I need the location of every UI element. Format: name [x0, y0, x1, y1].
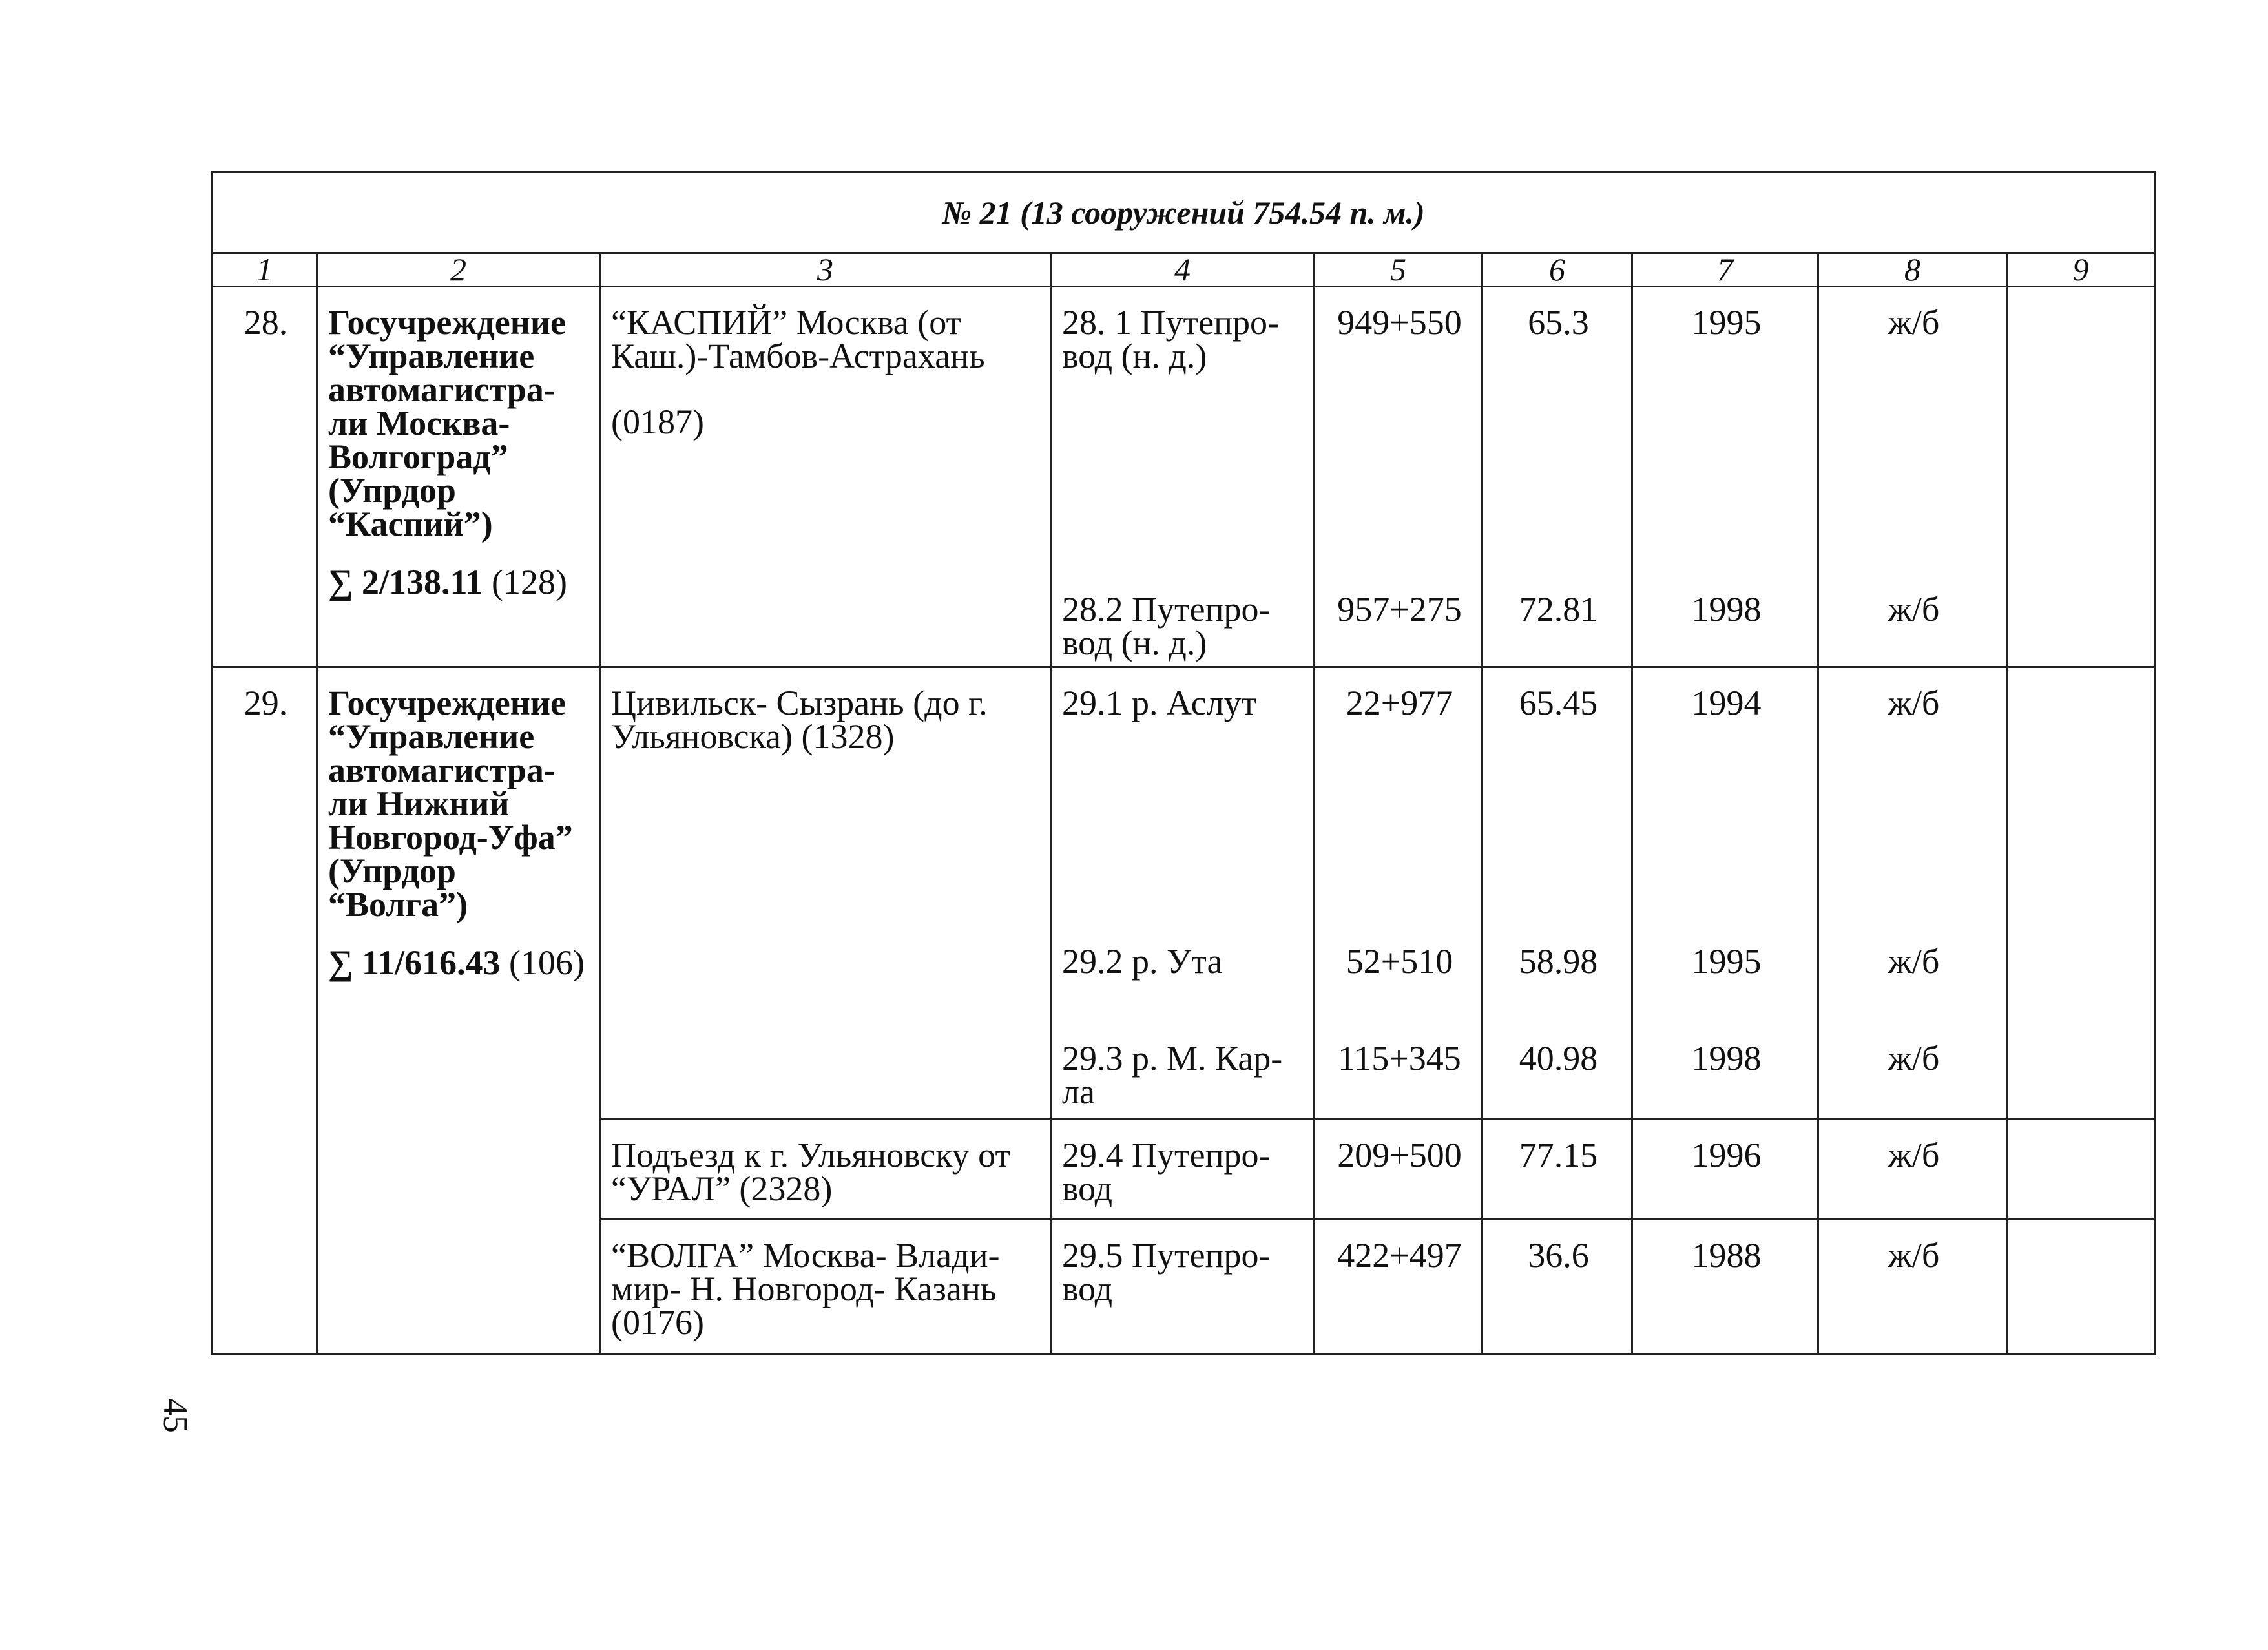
- structure-name-cell: [1051, 1120, 1315, 1220]
- length-cell: [1483, 667, 1632, 1120]
- structure-year: 1988: [1691, 1236, 1762, 1275]
- material-cell: [1818, 667, 2007, 1120]
- structure-length: 65.45: [1519, 684, 1598, 722]
- structure-length: 36.6: [1528, 1236, 1589, 1275]
- structure-km: 115+345: [1338, 1039, 1461, 1078]
- structure-name: 29.1 р. Аслут: [1062, 684, 1257, 722]
- column-number: 4: [1051, 253, 1315, 287]
- organization-summary: [328, 565, 591, 599]
- organization-summary: [328, 943, 591, 982]
- structure-material: ж/б: [1888, 1136, 1940, 1175]
- column-number: 2: [317, 253, 600, 287]
- structure-material: ж/б: [1888, 1236, 1940, 1275]
- row-number-cell: [213, 667, 317, 1354]
- structure-name: 28.2 Путепро-вод (н. д.): [1062, 590, 1271, 662]
- structure-km: 52+510: [1346, 942, 1453, 981]
- table-title: № 21 (13 сооружений 754.54 п. м.): [213, 172, 2155, 253]
- structure-km: 949+550: [1337, 303, 1462, 342]
- material-cell: [1818, 1120, 2007, 1220]
- structure-material: ж/б: [1888, 303, 1940, 342]
- summary-value: ∑ 11/616.43: [328, 943, 501, 982]
- organization-cell: [317, 287, 600, 667]
- summary-count: (106): [509, 943, 585, 982]
- structure-km: 22+977: [1346, 684, 1453, 722]
- structure-material: ж/б: [1888, 1039, 1940, 1078]
- road-cell: [600, 1220, 1051, 1354]
- structure-length: 77.15: [1519, 1136, 1598, 1175]
- km-cell: [1315, 667, 1483, 1120]
- structure-km: 209+500: [1337, 1136, 1462, 1175]
- column-number: 7: [1632, 253, 1818, 287]
- length-cell: [1483, 1120, 1632, 1220]
- organization-cell: [317, 667, 600, 1354]
- structure-name-cell: [1051, 287, 1315, 667]
- structure-name: 28. 1 Путепро-вод (н. д.): [1062, 303, 1279, 375]
- road-name: “КАСПИЙ” Москва (от Каш.)-Тамбов-Астрахань: [611, 303, 985, 375]
- structure-km: 422+497: [1337, 1236, 1462, 1275]
- structure-year: 1994: [1691, 684, 1762, 722]
- structure-year: 1998: [1691, 1039, 1762, 1078]
- structure-year: 1998: [1691, 590, 1762, 629]
- empty-cell: [2007, 1120, 2155, 1220]
- page-number: 45: [156, 1398, 195, 1433]
- road-cell: [600, 287, 1051, 667]
- structure-material: ж/б: [1888, 684, 1940, 722]
- length-cell: [1483, 287, 1632, 667]
- column-number: 3: [600, 253, 1051, 287]
- structure-year: 1996: [1691, 1136, 1762, 1175]
- empty-cell: [2007, 667, 2155, 1120]
- road-name: “ВОЛГА” Москва- Влади-мир- Н. Новгород- Казань (0176): [611, 1236, 1000, 1342]
- road-name: Цивильск- Сызрань (до г. Ульяновска) (1328): [611, 684, 988, 756]
- length-cell: [1483, 1220, 1632, 1354]
- structure-material: ж/б: [1888, 942, 1940, 981]
- year-cell: [1632, 1120, 1818, 1220]
- km-cell: [1315, 1220, 1483, 1354]
- summary-count: (128): [492, 563, 567, 601]
- material-cell: [1818, 1220, 2007, 1354]
- structure-length: 65.3: [1528, 303, 1589, 342]
- km-cell: [1315, 1120, 1483, 1220]
- year-cell: [1632, 1220, 1818, 1354]
- structure-length: 72.81: [1519, 590, 1598, 629]
- structure-name-cell: [1051, 667, 1315, 1120]
- material-cell: [1818, 287, 2007, 667]
- structure-year: 1995: [1691, 303, 1762, 342]
- row-number: 29.: [244, 684, 288, 722]
- column-number: 8: [1818, 253, 2007, 287]
- structure-name-cell: [1051, 1220, 1315, 1354]
- structure-name: 29.4 Путепро-вод: [1062, 1136, 1271, 1208]
- organization-name: Госучреждение “Управление автомагистра-ли Москва-Волгоград” (Упрдор “Каспий”): [328, 303, 566, 543]
- structure-length: 40.98: [1519, 1039, 1598, 1078]
- structure-year: 1995: [1691, 942, 1762, 981]
- structure-km: 957+275: [1337, 590, 1462, 629]
- structure-name: 29.5 Путепро-вод: [1062, 1236, 1271, 1308]
- column-number: 9: [2007, 253, 2155, 287]
- structure-name: 29.2 р. Ута: [1062, 942, 1223, 981]
- empty-cell: [2007, 287, 2155, 667]
- road-code: (0187): [611, 402, 704, 441]
- column-number: 5: [1315, 253, 1483, 287]
- table-row: [213, 287, 2155, 667]
- structure-material: ж/б: [1888, 590, 1940, 629]
- structure-name: 29.3 р. М. Кар-ла: [1062, 1039, 1283, 1111]
- table-row: [213, 667, 2155, 1120]
- structures-table: [211, 171, 2156, 1355]
- column-number: 6: [1483, 253, 1632, 287]
- column-number-row: [213, 253, 2155, 287]
- km-cell: [1315, 287, 1483, 667]
- row-number: 28.: [244, 303, 288, 342]
- year-cell: [1632, 667, 1818, 1120]
- organization-name: Госучреждение “Управление автомагистра-ли Нижний Новгород-Уфа” (Упрдор “Волга”): [328, 684, 573, 924]
- road-cell: [600, 667, 1051, 1120]
- row-number-cell: [213, 287, 317, 667]
- structure-length: 58.98: [1519, 942, 1598, 981]
- road-cell: [600, 1120, 1051, 1220]
- year-cell: [1632, 287, 1818, 667]
- road-name: Подъезд к г. Ульяновску от “УРАЛ” (2328): [611, 1136, 1011, 1208]
- empty-cell: [2007, 1220, 2155, 1354]
- summary-value: ∑ 2/138.11: [328, 563, 483, 601]
- column-number: 1: [213, 253, 317, 287]
